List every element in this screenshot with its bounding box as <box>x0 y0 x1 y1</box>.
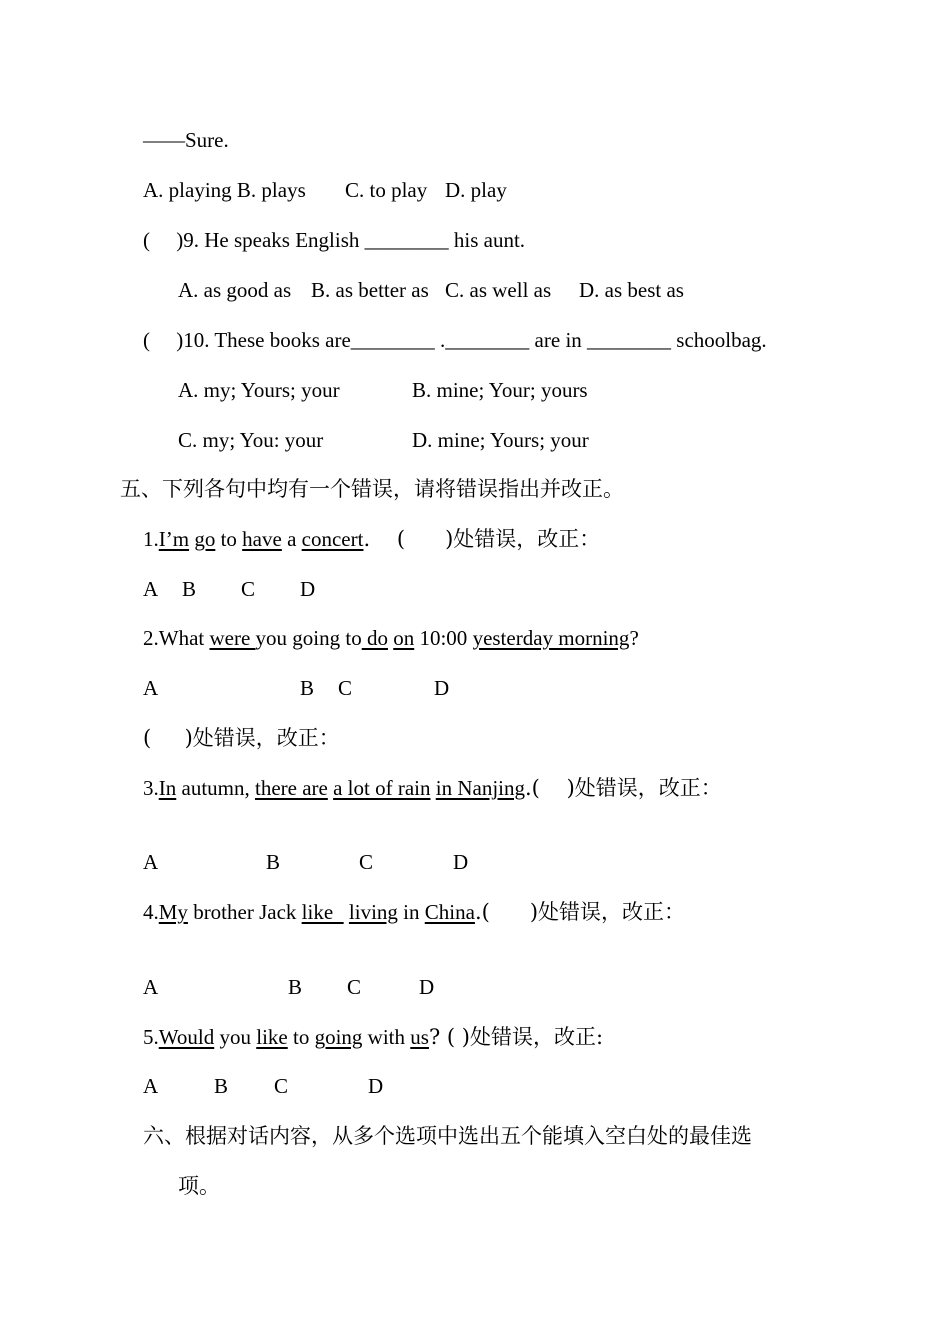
q3-letter-a: A <box>143 850 159 874</box>
q5-text-1: you <box>214 1025 257 1049</box>
q5-text-3: with <box>362 1025 411 1049</box>
q5-letter-c: C <box>274 1074 289 1098</box>
q2-underline-d: yesterday morning <box>472 626 630 650</box>
q1-text-2: a <box>281 527 302 551</box>
q8-option-d: D. play <box>445 178 507 202</box>
q1-underline-b: go <box>194 527 216 551</box>
q8-option-c: C. to play <box>345 178 428 202</box>
q2-text-4: ? <box>629 626 639 650</box>
q10-option-d: D. mine; Yours; your <box>412 428 589 452</box>
q9-option-a: A. as good as <box>178 278 292 302</box>
q3-letter-c: C <box>359 850 374 874</box>
q3-underline-b: there are <box>255 776 328 800</box>
dialogue-line-sure: ——Sure. <box>143 128 229 152</box>
q3-text-4: .( )处错误，改正： <box>525 776 722 800</box>
q5-number: 5. <box>143 1025 159 1049</box>
q4-text-3: in <box>397 900 425 924</box>
question-9: ( )9. He speaks English ________ his aunt. <box>143 228 526 252</box>
q1-number: 1. <box>143 527 159 551</box>
q2-letter-a: A <box>143 676 159 700</box>
q9-option-c: C. as well as <box>445 278 552 302</box>
q3-underline-d: in Nanjing <box>435 776 525 800</box>
error-question-2 <box>143 624 639 652</box>
q5-underline-c: going <box>314 1025 363 1049</box>
q2-underline-b: do <box>361 626 388 650</box>
q4-underline-b: like <box>301 900 344 924</box>
q9-option-b: B. as better as <box>311 278 429 302</box>
q1-text-3: . ( )处错误，改正： <box>363 527 601 551</box>
q2-letter-d: D <box>434 676 450 700</box>
q2-letter-b: B <box>300 676 315 700</box>
q1-letter-a: A <box>143 577 159 601</box>
q10-option-b: B. mine; Your; yours <box>412 378 588 402</box>
q1-underline-c: have <box>242 527 282 551</box>
q4-number: 4. <box>143 900 159 924</box>
q4-underline-a: My <box>158 900 188 924</box>
q3-number: 3. <box>143 776 159 800</box>
q1-underline-d: concert <box>301 527 364 551</box>
q4-letter-c: C <box>347 975 362 999</box>
q5-letter-a: A <box>143 1074 159 1098</box>
q2-text-1: you going to <box>255 626 362 650</box>
q5-underline-a: Would <box>158 1025 215 1049</box>
q4-underline-c: living <box>348 900 398 924</box>
q5-underline-b: like <box>256 1025 288 1049</box>
q4-underline-d: China <box>424 900 475 924</box>
q3-letter-d: D <box>453 850 469 874</box>
q4-text-1: brother Jack <box>187 900 302 924</box>
q10-option-c: C. my; You: your <box>178 428 324 452</box>
section-6-heading-continued: 项。 <box>178 1174 220 1198</box>
q5-underline-d: us <box>410 1025 429 1049</box>
section-6-heading: 六、根据对话内容，从多个选项中选出五个能填入空白处的最佳选 <box>143 1124 752 1148</box>
question-10: ( )10. These books are________ .________ are in ________ schoolbag. <box>143 328 767 352</box>
q3-text-1: autumn, <box>176 776 255 800</box>
q1-letter-d: D <box>300 577 316 601</box>
error-question-4 <box>143 898 685 926</box>
error-question-3 <box>143 774 722 802</box>
q2-answer-line: ( )处错误，改正： <box>143 726 340 750</box>
q2-letter-c: C <box>338 676 353 700</box>
q1-letter-c: C <box>241 577 256 601</box>
section-5-heading: 五、下列各句中均有一个错误，请将错误指出并改正。 <box>120 477 624 501</box>
q2-underline-a: were <box>209 626 256 650</box>
q5-text-4: ? ( )处错误，改正: <box>428 1025 604 1049</box>
q1-text-1: to <box>215 527 243 551</box>
error-question-5 <box>143 1023 603 1051</box>
q1-letter-b: B <box>182 577 197 601</box>
error-question-1 <box>143 525 600 553</box>
q3-letter-b: B <box>266 850 281 874</box>
q4-letter-d: D <box>419 975 435 999</box>
q4-letter-a: A <box>143 975 159 999</box>
q2-text-3: 10:00 <box>414 626 473 650</box>
q9-option-d: D. as best as <box>579 278 684 302</box>
q2-underline-c: on <box>393 626 415 650</box>
q4-letter-b: B <box>288 975 303 999</box>
q5-text-2: to <box>287 1025 315 1049</box>
q2-number: 2.What <box>143 626 210 650</box>
q5-letter-d: D <box>368 1074 384 1098</box>
q5-letter-b: B <box>214 1074 229 1098</box>
q4-text-4: .( )处错误，改正： <box>474 900 686 924</box>
q3-underline-c: a lot of rain <box>333 776 431 800</box>
q8-option-ab: A. playing B. plays <box>143 178 306 202</box>
q3-underline-a: In <box>158 776 177 800</box>
q1-underline-a: I’m <box>158 527 190 551</box>
q10-option-a: A. my; Yours; your <box>178 378 340 402</box>
